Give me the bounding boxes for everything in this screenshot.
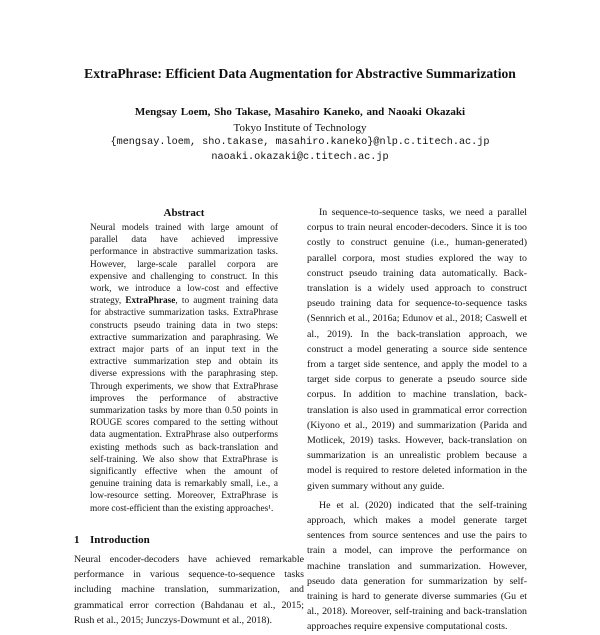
- right-column-paragraph-1: In sequence-to-sequence tasks, we need a parallel corpus to train neural encoder-decoders. Since it is too costly to construct genuine (i.e., human-generated) parallel corpora, most studies explored the way to construct pseudo training data automatically. Back-translation is a widely used approach to construct pseudo training data for sequence-to-sequence tasks (Sennrich et al., 2016a; Edunov et al., 2018; Caswell et al., 2019). In the back-translation approach, we construct a model generating a source side sentence from a target side sentence, and apply the model to a target side corpus to generate a pseudo source side corpus. In addition to machine translation, back-translation is also used in grammatical error correction (Kiyono et al., 2019) and summarization (Parida and Motlicek, 2019) tasks. However, back-translation on summarization is an unrealistic problem because a model is required to restore deleted information in the given summary without any guide.: [307, 207, 527, 492]
- section-heading-introduction: [74, 533, 150, 547]
- paper-authors: Mengsay Loem, Sho Takase, Masahiro Kaneko, and Naoaki Okazaki: [134, 106, 466, 118]
- abstract-body: [90, 222, 278, 515]
- right-column: [307, 205, 527, 633]
- section-title: Introduction: [90, 534, 150, 546]
- section-number: 1: [74, 534, 80, 546]
- author-emails-line1: {mengsay.loem, sho.takase, masahiro.kaneko}@nlp.c.titech.ac.jp: [110, 137, 490, 148]
- abstract-heading: Abstract: [163, 207, 205, 219]
- abstract-method-name: ExtraPhrase: [125, 296, 176, 307]
- abstract-text-part1: Neural models trained with large amount of parallel data have achieved impressive performance in abstractive summarization tasks. However, large-scale parallel corpora are expensive and challenging to construct. In this work, we introduce a low-cost and effective strategy,: [90, 223, 278, 307]
- abstract-text-part2: , to augment training data for abstractive summarization tasks. ExtraPhrase constructs pseudo training data in two steps: extractive summarization and paraphrasing. We extract major parts of an input text in the extractive summarization step and obtain its diverse expressions with the paraphrasing step. Through experiments, we show that ExtraPhrase improves the performance of abstractive summarization tasks by more than 0.50 points in ROUGE scores compared to the setting without data augmentation. ExtraPhrase also outperforms existing methods such as back-translation and self-training. We also show that ExtraPhrase is significantly effective when the amount of genuine training data is remarkably small, i.e., a low-resource setting. Moreover, ExtraPhrase is more cost-efficient than the existing approaches¹.: [90, 296, 278, 514]
- introduction-paragraph: Neural encoder-decoders have achieved remarkable performance in various sequence-to-sequence tasks including machine translation, summarization, and grammatical error correction (Bahdanau et al., 2015; Rush et al., 2015; Junczys-Dowmunt et al., 2018).: [74, 554, 304, 626]
- right-column-paragraph-2: He et al. (2020) indicated that the self-training approach, which makes a model generate target sentences from source sentences and use the pairs to train a model, can improve the performance on machine translation and summarization. However, pseudo data generation for summarization by self-training is hard to generate diverse summaries (Gu et al., 2018). Moreover, self-training and back-translation approaches require expensive computational costs.: [307, 499, 527, 633]
- paper-title: ExtraPhrase: Efficient Data Augmentation for Abstractive Summarization: [84, 66, 516, 81]
- paper-affiliation: Tokyo Institute of Technology: [233, 122, 367, 134]
- author-emails-line2: naoaki.okazaki@c.titech.ac.jp: [211, 152, 389, 163]
